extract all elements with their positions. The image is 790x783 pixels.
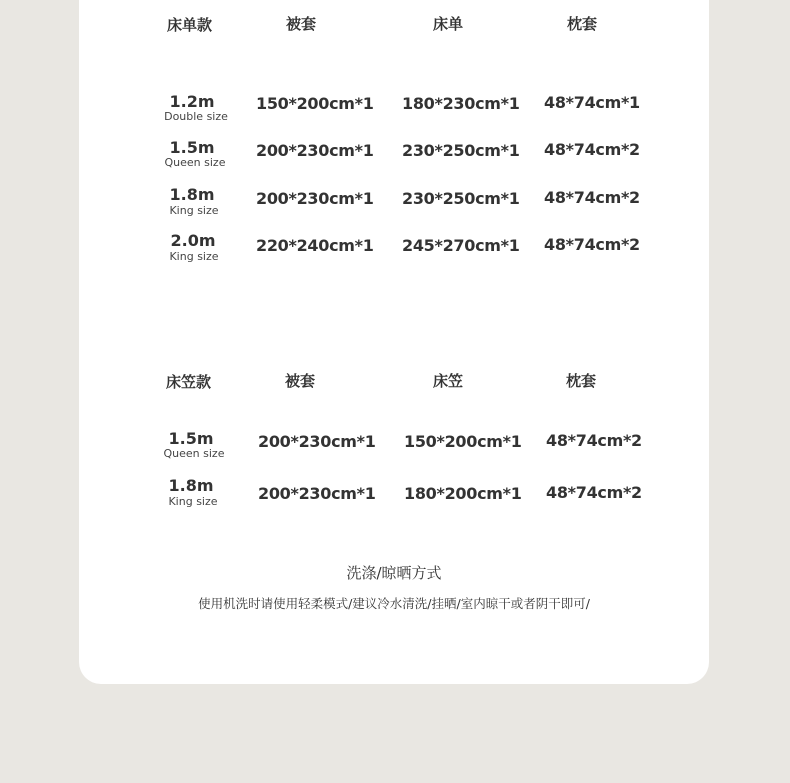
- pillow-size: 48*74cm*2: [546, 431, 642, 450]
- row-size: 1.5m: [168, 429, 214, 448]
- duvet-size: 200*230cm*1: [256, 189, 374, 208]
- pillow-size: 48*74cm*2: [544, 235, 640, 254]
- pillow-size: 48*74cm*1: [544, 93, 640, 112]
- row-size: 1.5m: [169, 138, 215, 157]
- row-size-en: King size: [168, 495, 218, 508]
- row-size: 2.0m: [170, 231, 216, 250]
- fitted-size: 180*200cm*1: [404, 484, 522, 503]
- duvet-size: 220*240cm*1: [256, 236, 374, 255]
- header-sheet: 床单: [433, 15, 464, 33]
- wash-instructions: 使用机洗时请使用轻柔模式/建议冷水清洗/挂晒/室内晾干或者阴干即可/: [198, 596, 590, 611]
- header-pillowcase: 枕套: [566, 372, 597, 390]
- duvet-size: 150*200cm*1: [256, 94, 374, 113]
- row-size-en: Queen size: [164, 156, 226, 169]
- duvet-size: 200*230cm*1: [258, 432, 376, 451]
- row-size-en: King size: [169, 204, 219, 217]
- sheet-size: 180*230cm*1: [402, 94, 520, 113]
- row-size: 1.2m: [169, 92, 215, 111]
- pillow-size: 48*74cm*2: [544, 140, 640, 159]
- row-size-en: King size: [169, 250, 219, 263]
- row-size-en: Queen size: [163, 447, 225, 460]
- sheet-size: 230*250cm*1: [402, 141, 520, 160]
- wash-title: 洗涤/晾晒方式: [346, 564, 442, 582]
- header-fitted-style: 床笠款: [166, 373, 212, 391]
- header-duvet: 被套: [285, 372, 316, 390]
- row-size: 1.8m: [168, 476, 214, 495]
- duvet-size: 200*230cm*1: [256, 141, 374, 160]
- sheet-size: 230*250cm*1: [402, 189, 520, 208]
- pillow-size: 48*74cm*2: [544, 188, 640, 207]
- header-duvet: 被套: [286, 15, 317, 33]
- duvet-size: 200*230cm*1: [258, 484, 376, 503]
- row-size: 1.8m: [169, 185, 215, 204]
- row-size-en: Double size: [164, 110, 228, 123]
- header-fitted-sheet: 床笠: [433, 372, 464, 390]
- header-sheet-style: 床单款: [167, 16, 213, 34]
- sheet-size: 245*270cm*1: [402, 236, 520, 255]
- header-pillowcase: 枕套: [567, 15, 598, 33]
- pillow-size: 48*74cm*2: [546, 483, 642, 502]
- fitted-size: 150*200cm*1: [404, 432, 522, 451]
